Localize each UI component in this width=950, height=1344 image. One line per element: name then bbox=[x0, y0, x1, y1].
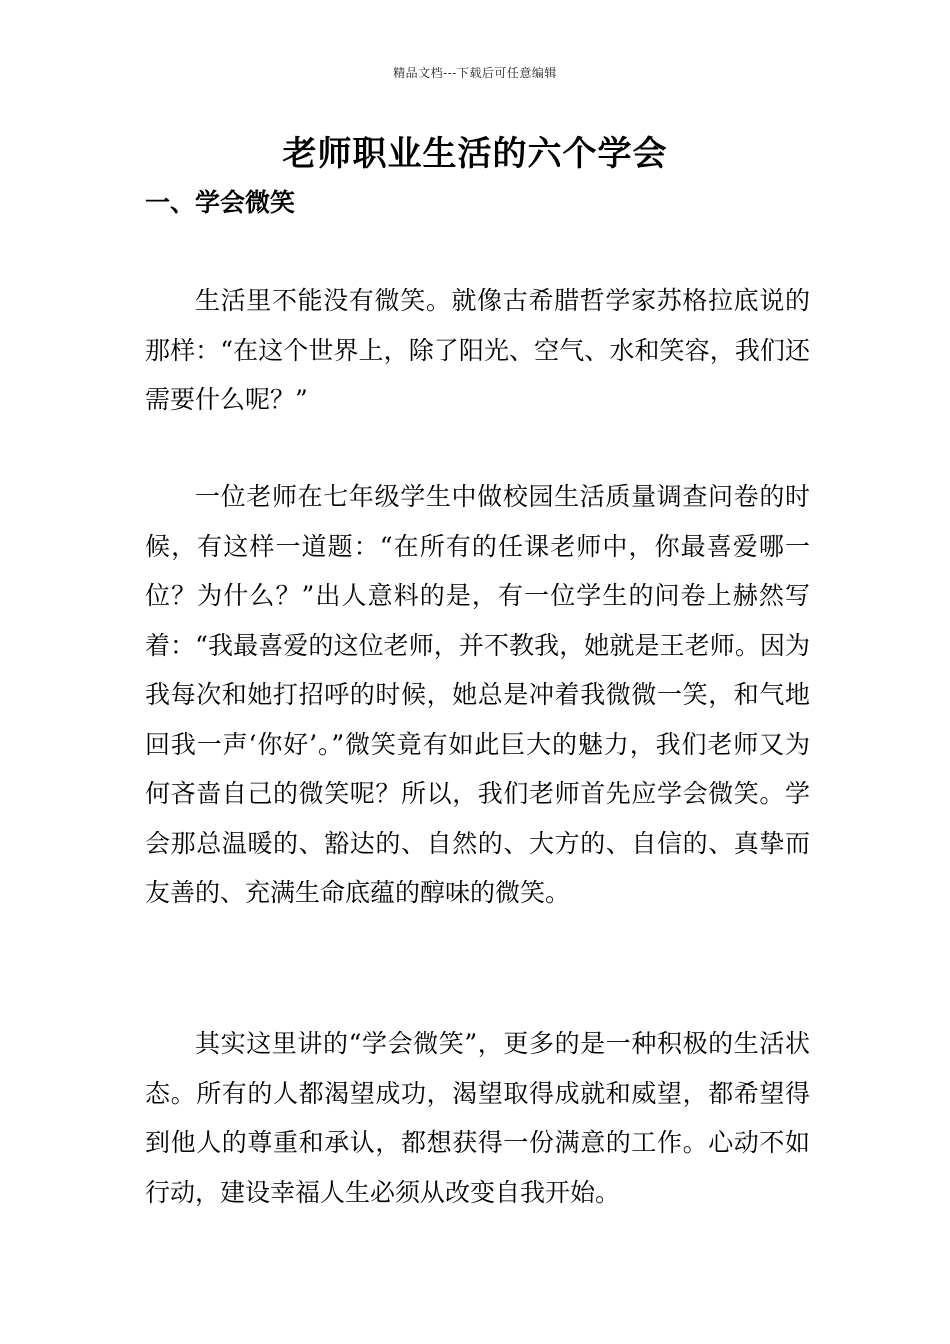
paragraph-3: 其实这里讲的“学会微笑”，更多的是一种积极的生活状态。所有的人都渴望成功，渴望取得成就和威望，都希望得到他人的尊重和承认，都想获得一份满意的工作。心动不如行动，建设幸福人生必须从改变自我开始。 bbox=[145, 1029, 810, 1207]
document-title: 老师职业生活的六个学会 bbox=[282, 134, 668, 174]
section-heading: 一、学会微笑 bbox=[145, 188, 296, 217]
paragraph-2: 一位老师在七年级学生中做校园生活质量调查问卷的时候，有这样一道题：“在所有的任课老师中，你最喜爱哪一位？为什么？”出人意料的是，有一位学生的问卷上赫然写着：“我最喜爱的这位老师，并不教我，她就是王老师。因为我每次和她打招呼的时候，她总是冲着我微微一笑，和气地回我一声‘你好’。”微笑竟有如此巨大的魅力，我们老师又为何吝啬自己的微笑呢？所以，我们老师首先应学会微笑。学会那总温暖的、豁达的、自然的、大方的、自信的、真挚而友善的、充满生命底蕴的醇味的微笑。 bbox=[145, 482, 810, 907]
paragraph-1: 生活里不能没有微笑。就像古希腊哲学家苏格拉底说的那样：“在这个世界上，除了阳光、空气、水和笑容，我们还需要什么呢？” bbox=[145, 286, 810, 414]
header-note: 精品文档---下载后可任意编辑 bbox=[393, 66, 557, 80]
